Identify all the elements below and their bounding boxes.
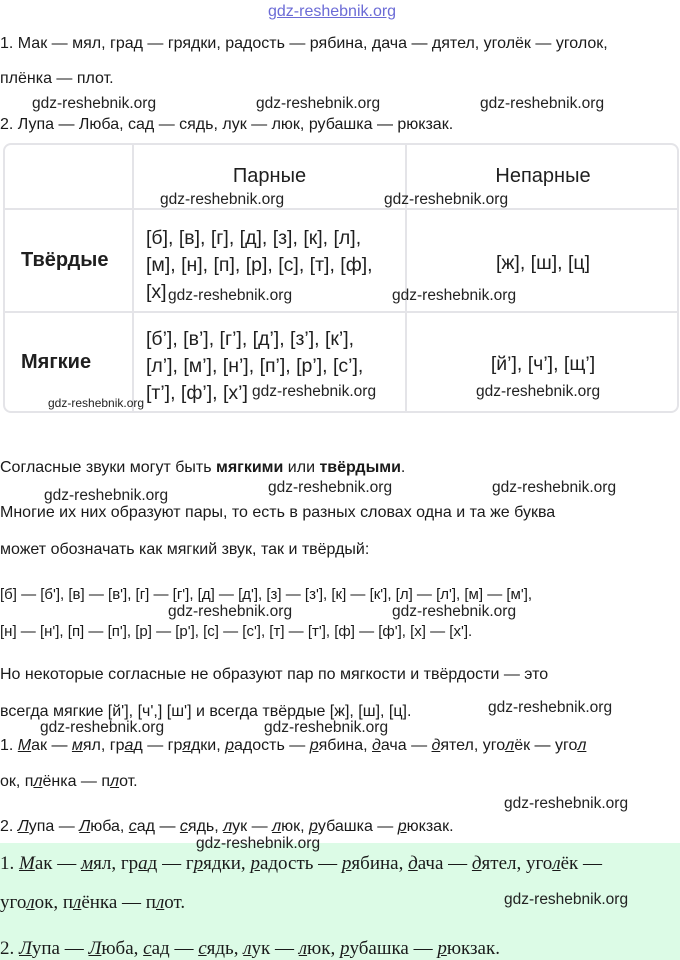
- underlined-letter: л: [110, 773, 120, 790]
- underlined-letter: д: [408, 853, 418, 874]
- answer-text: ок, п: [0, 773, 34, 790]
- answer-text: д — г: [147, 853, 194, 874]
- answer-text: д — гр: [133, 737, 183, 754]
- marked-answer-line-3: [0, 818, 454, 836]
- underlined-letter: л: [505, 737, 515, 754]
- answer-line-1: 1. Мак — мял, град — грядки, радость — рябина, дача — дятел, уголёк — уголок,: [0, 35, 608, 52]
- underlined-letter: М: [17, 737, 32, 754]
- answer-text: упа —: [28, 818, 80, 835]
- answer-text: от.: [119, 773, 138, 790]
- watermark: gdz-reshebnik.org: [196, 835, 321, 852]
- answer-text: убашка —: [349, 938, 438, 959]
- watermark: gdz-reshebnik.org: [40, 719, 165, 736]
- watermark: gdz-reshebnik.org: [504, 795, 629, 812]
- underlined-letter: д: [471, 853, 482, 874]
- underlined-letter: л: [223, 818, 233, 835]
- underlined-letter: Л: [17, 818, 29, 835]
- answer-text: ядки,: [203, 853, 251, 874]
- answer-text: ятел, уго: [481, 853, 553, 874]
- underlined-letter: с: [128, 818, 137, 835]
- watermark: gdz-reshebnik.org: [44, 487, 169, 504]
- answer-text: ёк — уго: [514, 737, 578, 754]
- marked-answer-line-2: [0, 773, 138, 791]
- underlined-letter: л: [26, 892, 35, 913]
- answer-text: ятел, уго: [440, 737, 506, 754]
- answer-text: ак —: [31, 737, 72, 754]
- soft-unpaired-cell: [й’], [ч’], [щ’]: [490, 353, 596, 375]
- answer-text: ял, гр: [82, 737, 125, 754]
- hard-paired-line: [х]: [146, 281, 167, 303]
- watermark: gdz-reshebnik.org: [392, 287, 517, 304]
- row-soft-label: Мягкие: [21, 351, 92, 373]
- underlined-letter: д: [372, 737, 381, 754]
- underlined-letter: с: [198, 938, 207, 959]
- answer-text: юба,: [90, 818, 129, 835]
- hard-paired-line: [б], [в], [г], [д], [з], [к], [л],: [146, 227, 362, 249]
- watermark: gdz-reshebnik.org: [32, 95, 157, 112]
- underlined-letter: р: [193, 853, 204, 874]
- header-paired: Парные: [232, 165, 307, 187]
- watermark: gdz-reshebnik.org: [504, 891, 629, 908]
- answer-text: ёк —: [560, 853, 603, 874]
- hard-unpaired-cell: [ж], [ш], [ц]: [495, 252, 591, 274]
- underlined-letter: Л: [19, 938, 32, 959]
- underlined-letter: Л: [88, 938, 102, 959]
- theory-text: .: [400, 459, 406, 476]
- underlined-letter: л: [73, 892, 82, 913]
- answer-text: юк,: [307, 938, 340, 959]
- watermark: gdz-reshebnik.org: [268, 479, 393, 496]
- pairs-line-1: [б] — [б'], [в] — [в'], [г] — [г'], [д] — [д'], [з] — [з'], [к] — [к'], [л] — [л'], [м] — [м'],: [0, 586, 533, 603]
- theory-paragraph-2-line-2: может обозначать как мягкий звук, так и твёрдый:: [0, 541, 370, 558]
- answer-text: ук —: [232, 818, 273, 835]
- underlined-letter: л: [155, 892, 165, 913]
- watermark: gdz-reshebnik.org: [476, 383, 601, 400]
- watermark: gdz-reshebnik.org: [492, 479, 617, 496]
- answer-text: 2.: [0, 818, 18, 835]
- underlined-letter: р: [309, 737, 319, 754]
- answer-text: адость —: [259, 853, 342, 874]
- answer-text: 1.: [0, 737, 18, 754]
- watermark: gdz-reshebnik.org: [392, 603, 517, 620]
- answer-text: ак —: [34, 853, 81, 874]
- underlined-letter: р: [437, 938, 447, 959]
- underlined-letter: р: [225, 737, 235, 754]
- watermark: gdz-reshebnik.org: [160, 191, 285, 208]
- underlined-letter: я: [182, 737, 191, 754]
- pairs-line-2: [н] — [н'], [п] — [п'], [р] — [р'], [с] — [с'], [т] — [т'], [ф] — [ф'], [х] — [х'].: [0, 623, 473, 640]
- answer-text: ябина,: [351, 853, 409, 874]
- answer-text: дки,: [190, 737, 226, 754]
- watermark: gdz-reshebnik.org: [168, 603, 293, 620]
- answer-text: юкзак.: [406, 818, 454, 835]
- theory-text: или: [283, 459, 320, 476]
- watermark: gdz-reshebnik.org: [384, 191, 509, 208]
- soft-paired-line: [т’], [ф’], [х’]: [146, 382, 248, 404]
- answer-text: адость —: [234, 737, 310, 754]
- underlined-letter: с: [179, 818, 188, 835]
- soft-paired-line: [л’], [м’], [н’], [п’], [р’], [с’],: [146, 355, 364, 377]
- highlighted-answer-line-2: [0, 892, 185, 914]
- underlined-letter: а: [124, 737, 134, 754]
- watermark: gdz-reshebnik.org: [488, 699, 613, 716]
- underlined-letter: М: [19, 853, 35, 874]
- underlined-letter: л: [298, 938, 308, 959]
- answer-text: юк,: [281, 818, 309, 835]
- underlined-letter: м: [71, 737, 83, 754]
- answer-text: ял, гр: [93, 853, 139, 874]
- header-unpaired: Непарные: [495, 165, 591, 187]
- underlined-letter: л: [243, 938, 252, 959]
- theory-paragraph-3-line-1: Но некоторые согласные не образуют пар по мягкости и твёрдости — это: [0, 666, 549, 683]
- answer-text: ача —: [380, 737, 432, 754]
- answer-text: юкзак.: [446, 938, 500, 959]
- answer-line-3: 2. Лупа — Люба, сад — сядь, лук — люк, рубашка — рюкзак.: [0, 116, 454, 133]
- consonants-table: [3, 143, 679, 413]
- answer-text: ача —: [417, 853, 472, 874]
- answer-line-2: плёнка — плот.: [0, 70, 114, 87]
- answer-text: ук —: [251, 938, 299, 959]
- answer-text: ок, п: [34, 892, 74, 913]
- underlined-letter: л: [272, 818, 282, 835]
- underlined-letter: р: [341, 853, 352, 874]
- site-watermark-top[interactable]: gdz-reshebnik.org: [268, 3, 397, 20]
- answer-text: от.: [164, 892, 186, 913]
- watermark: gdz-reshebnik.org: [252, 383, 377, 400]
- answer-text: уго: [0, 892, 27, 913]
- theory-bold-soft: мягкими: [216, 459, 284, 476]
- soft-paired-line: [б’], [в’], [г’], [д’], [з’], [к’],: [146, 328, 355, 350]
- watermark: gdz-reshebnik.org: [264, 719, 389, 736]
- answer-text: ёнка — п: [42, 773, 111, 790]
- answer-text: 2.: [0, 938, 19, 959]
- underlined-letter: д: [431, 737, 441, 754]
- answer-text: ядь,: [206, 938, 244, 959]
- underlined-letter: р: [339, 938, 350, 959]
- watermark: gdz-reshebnik.org: [168, 287, 293, 304]
- answer-text: ад —: [136, 818, 180, 835]
- theory-paragraph-1: [0, 459, 405, 477]
- answer-text: ядь,: [187, 818, 224, 835]
- underlined-letter: р: [308, 818, 318, 835]
- underlined-letter: м: [81, 853, 94, 874]
- underlined-letter: с: [143, 938, 152, 959]
- answer-text: ёнка — п: [81, 892, 156, 913]
- underlined-letter: л: [577, 737, 587, 754]
- hard-paired-line: [м], [н], [п], [р], [с], [т], [ф],: [146, 254, 373, 276]
- watermark: gdz-reshebnik.org: [256, 95, 381, 112]
- answer-text: юба,: [101, 938, 144, 959]
- underlined-letter: л: [33, 773, 43, 790]
- underlined-letter: р: [397, 818, 407, 835]
- answer-text: ябина,: [318, 737, 372, 754]
- row-hard-label: Твёрдые: [21, 249, 109, 271]
- theory-bold-hard: твёрдыми: [319, 459, 401, 476]
- underlined-letter: а: [138, 853, 148, 874]
- underlined-letter: л: [552, 853, 561, 874]
- highlighted-answer-line-3: [0, 938, 500, 960]
- theory-text: Согласные звуки могут быть: [0, 459, 216, 476]
- highlighted-answer-line-1: [0, 853, 602, 875]
- theory-paragraph-2-line-1: Многие их них образуют пары, то есть в разных словах одна и та же буква: [0, 504, 556, 521]
- theory-paragraph-3-line-2: всегда мягкие [й'], [ч',] [ш'] и всегда твёрдые [ж], [ш], [ц].: [0, 703, 412, 720]
- watermark: gdz-reshebnik.org: [48, 396, 145, 410]
- answer-text: убашка —: [317, 818, 398, 835]
- underlined-letter: р: [250, 853, 260, 874]
- underlined-letter: Л: [79, 818, 91, 835]
- marked-answer-line-1: [0, 737, 586, 755]
- answer-text: 1.: [0, 853, 19, 874]
- watermark: gdz-reshebnik.org: [480, 95, 605, 112]
- answer-text: упа —: [31, 938, 89, 959]
- answer-text: ад —: [151, 938, 199, 959]
